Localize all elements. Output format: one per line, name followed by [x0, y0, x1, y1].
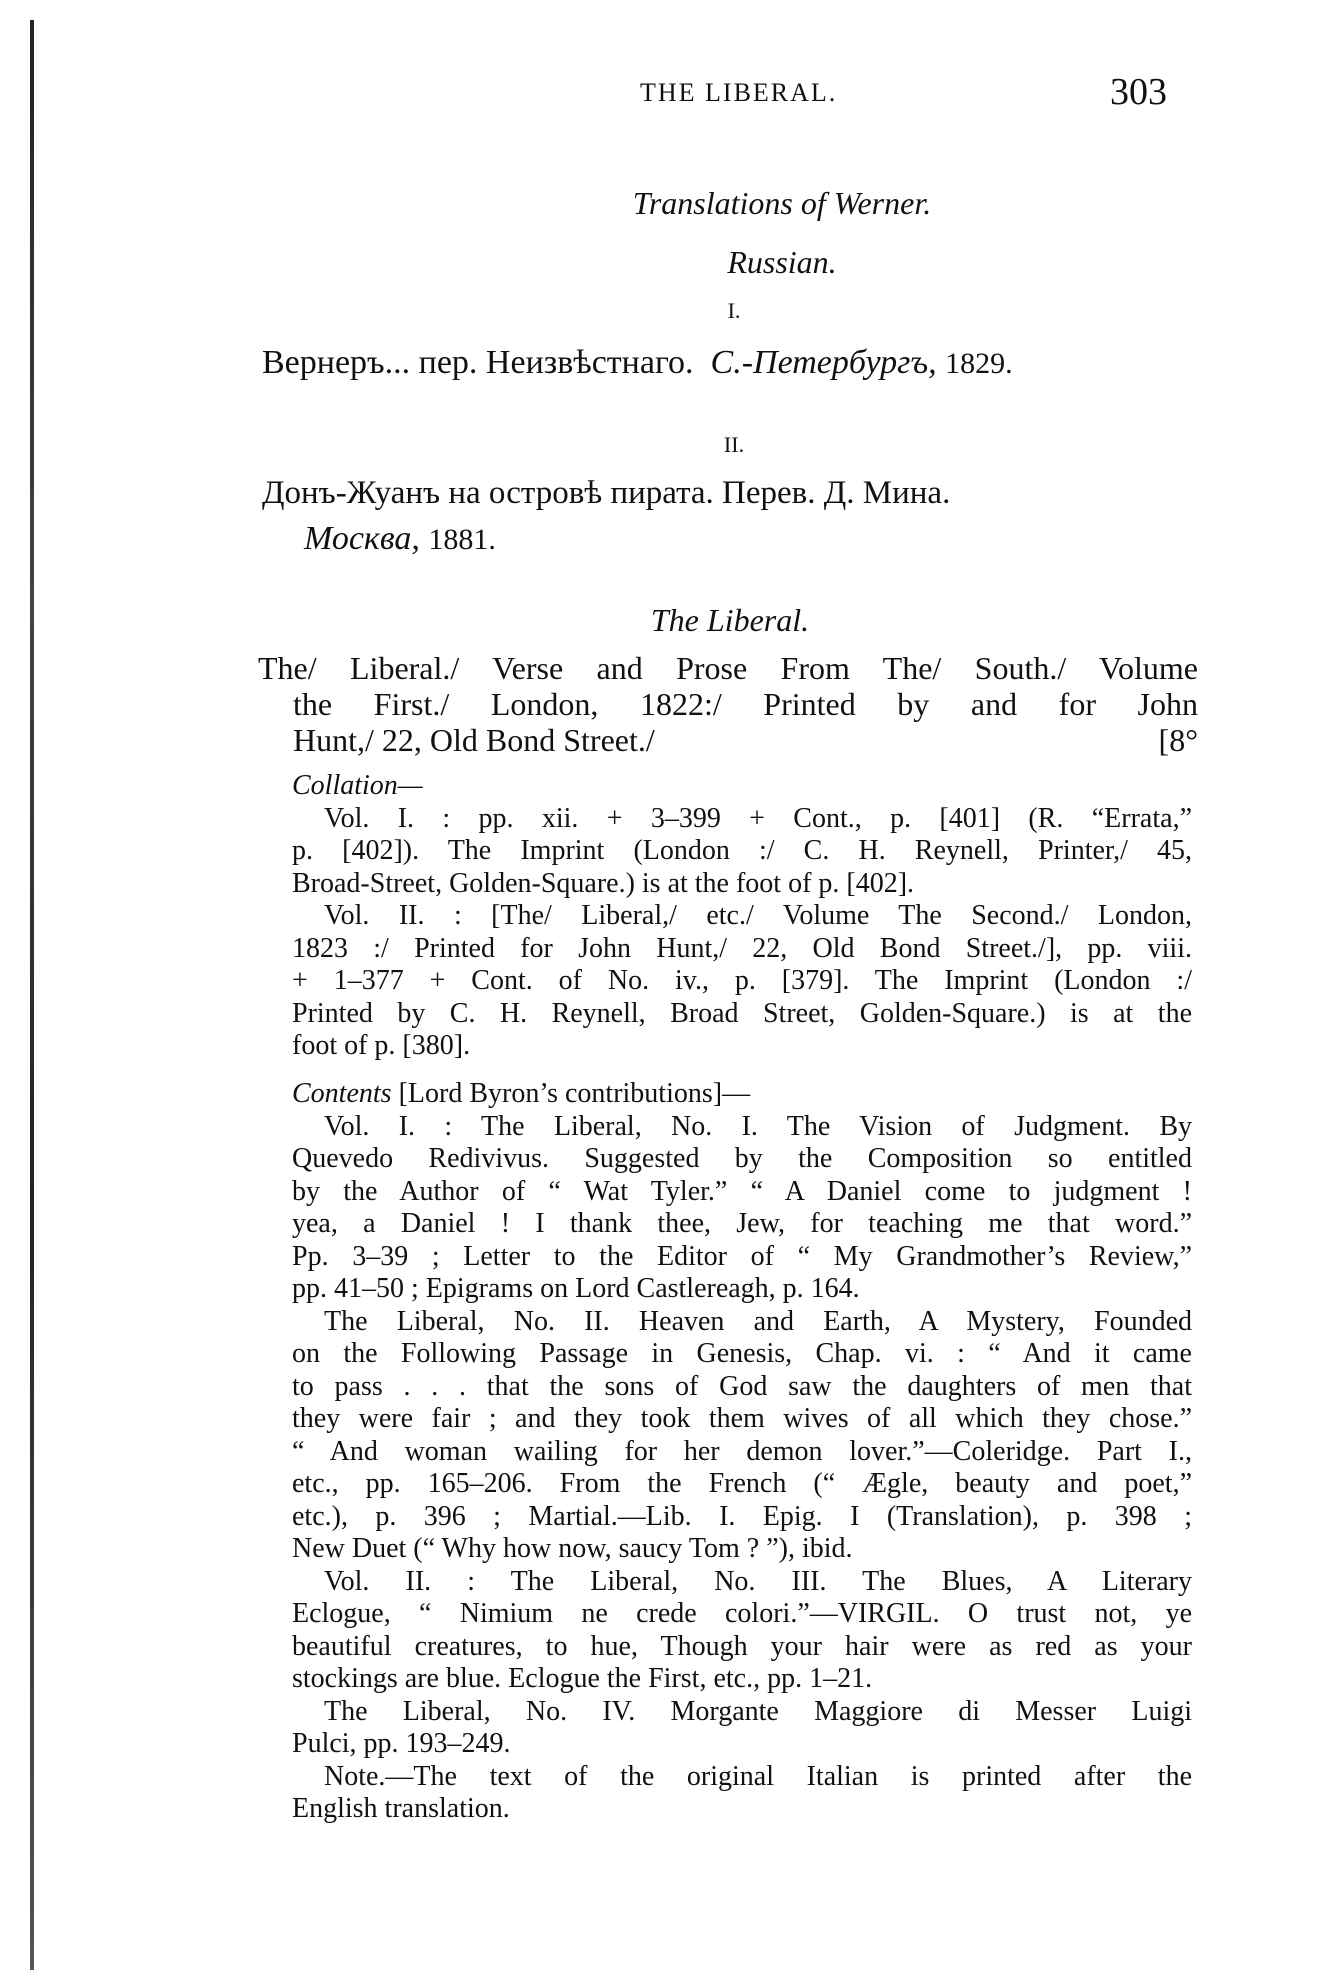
werner-item-2-year: 1881. — [428, 523, 496, 556]
contents-line: yea, a Daniel ! I thank thee, Jew, for teaching me that word.” — [292, 1208, 1192, 1239]
contents-section — [292, 1078, 1192, 1826]
werner-item-1-text: Вернеръ... пер. Неизвѣстнаго. — [262, 344, 694, 381]
werner-item-2-imprint — [304, 520, 496, 558]
page-number: 303 — [1110, 71, 1167, 113]
contents-line: pp. 41–50 ; Epigrams on Lord Castlereagh, p. 164. — [292, 1273, 860, 1304]
werner-item-1-place: С.-Петербургъ, — [710, 344, 937, 381]
liberal-heading: The Liberal. — [650, 602, 810, 638]
collation-label-text: Collation— — [292, 770, 423, 801]
collation-line: p. [402]). The Imprint (London :/ C. H. Reynell, Printer,/ 45, — [292, 835, 1192, 866]
contents-line: stockings are blue. Eclogue the First, etc., pp. 1–21. — [292, 1663, 873, 1694]
contents-line: Note.—The text of the original Italian is printed after the — [324, 1760, 1192, 1792]
contents-line: Eclogue, “ Nimium ne crede colori.”—VIRGIL. O trust not, ye — [292, 1598, 1192, 1629]
collation-line: + 1–377 + Cont. of No. iv., p. [379]. The Imprint (London :/ — [292, 965, 1192, 996]
page-gutter-edge — [30, 20, 34, 1970]
contents-line: Vol. II. : The Liberal, No. III. The Blues, A Literary — [324, 1565, 1192, 1597]
collation-line: foot of p. [380]. — [292, 1030, 471, 1061]
contents-line: beautiful creatures, to hue, Though your hair were as red as your — [292, 1630, 1192, 1662]
contents-line: on the Following Passage in Genesis, Chap. vi. : “ And it came — [292, 1338, 1192, 1369]
collation-line: Vol. I. : pp. xii. + 3–399 + Cont., p. [401] (R. “Errata,” — [324, 802, 1192, 834]
werner-item-1-year: 1829. — [945, 347, 1013, 380]
bibliographic-entry — [258, 650, 1198, 758]
collation-line: Printed by C. H. Reynell, Broad Street, Golden-Square.) is at the — [292, 997, 1192, 1029]
contents-line: they were fair ; and they took them wives of all which they chose.” — [292, 1403, 1192, 1434]
collation-line: Vol. II. : [The/ Liberal,/ etc./ Volume The Second./ London, — [324, 900, 1192, 931]
werner-item-2-place: Москва, — [304, 520, 420, 557]
contents-heading — [292, 1078, 1192, 1111]
collation-line: 1823 :/ Printed for John Hunt,/ 22, Old Bond Street./], pp. viii. — [292, 932, 1192, 964]
contents-line: by the Author of “ Wat Tyler.” “ A Daniel come to judgment ! — [292, 1175, 1192, 1207]
contents-line: Pulci, pp. 193–249. — [292, 1728, 511, 1759]
contents-line: “ And woman wailing for her demon lover.”—Coleridge. Part I., — [292, 1435, 1192, 1467]
contents-line: English translation. — [292, 1793, 510, 1824]
collation-label — [292, 770, 1192, 803]
contents-line: etc., pp. 165–206. From the French (“ Ægle, beauty and poet,” — [292, 1468, 1192, 1499]
collation-section — [292, 770, 1192, 1063]
entry-line: the First./ London, 1822:/ Printed by and for John — [293, 686, 1198, 722]
contents-line: The Liberal, No. IV. Morgante Maggiore di Messer Luigi — [324, 1695, 1192, 1727]
contents-label: Contents — [292, 1078, 392, 1109]
werner-item-2-text: Донъ-Жуанъ на островѣ пирата. Перев. Д. Мина. — [262, 475, 951, 511]
item-numeral-2: II. — [723, 432, 745, 457]
contents-note: [Lord Byron’s contributions]— — [398, 1078, 751, 1109]
contents-line: Vol. I. : The Liberal, No. I. The Vision of Judgment. By — [324, 1110, 1192, 1142]
running-head: THE LIBERAL. — [640, 78, 838, 107]
contents-line: etc.), p. 396 ; Martial.—Lib. I. Epig. I (Translation), p. 398 ; — [292, 1500, 1192, 1532]
contents-line: Pp. 3–39 ; Letter to the Editor of “ My Grandmother’s Review,” — [292, 1240, 1192, 1272]
collation-line: Broad-Street, Golden-Square.) is at the foot of p. [402]. — [292, 867, 915, 899]
item-numeral-1: I. — [727, 298, 741, 323]
contents-line: to pass . . . that the sons of God saw the daughters of men that — [292, 1370, 1192, 1402]
contents-line: The Liberal, No. II. Heaven and Earth, A Mystery, Founded — [324, 1305, 1192, 1337]
contents-line: New Duet (“ Why how now, saucy Tom ? ”), ibid. — [292, 1533, 853, 1564]
werner-heading: Translations of Werner. — [632, 185, 932, 221]
contents-line: Quevedo Redivivus. Suggested by the Composition so entitled — [292, 1143, 1192, 1174]
format-size: [8° — [1158, 722, 1198, 758]
entry-line-last — [258, 722, 1198, 758]
russian-subheading: Russian. — [727, 244, 837, 280]
entry-last-text: Hunt,/ 22, Old Bond Street./ — [293, 722, 655, 758]
entry-line: The/ Liberal./ Verse and Prose From The/ South./ Volume — [258, 650, 1198, 686]
werner-item-1 — [262, 344, 1013, 382]
